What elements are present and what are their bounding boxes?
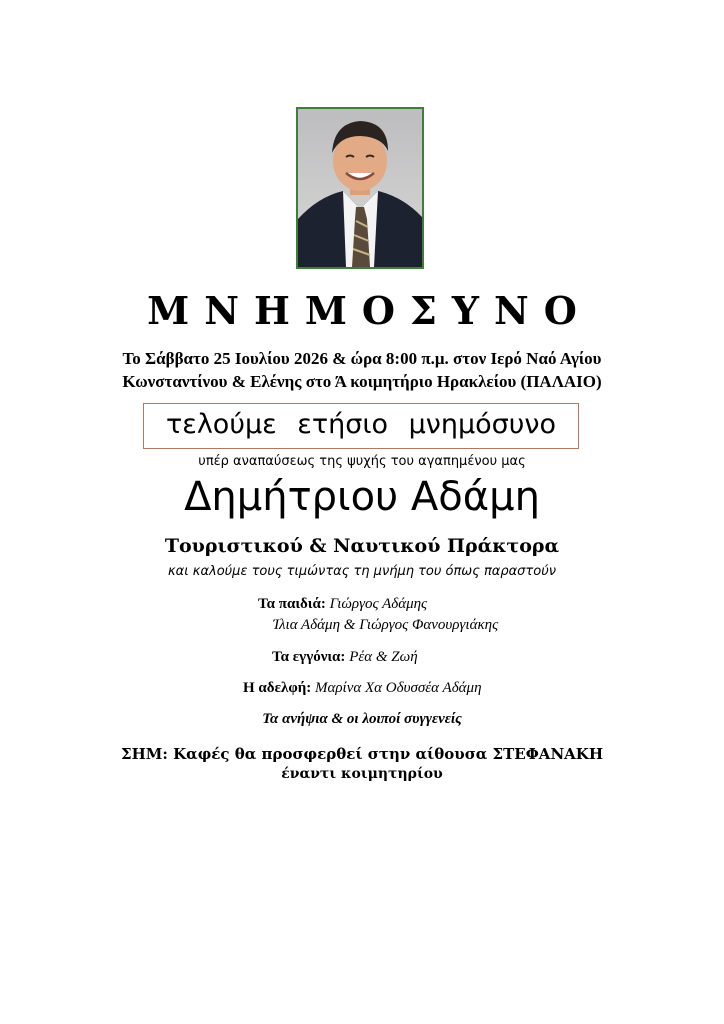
soul-line: υπέρ αναπαύσεως της ψυχής του αγαπημένου μας <box>198 454 526 469</box>
portrait-photo <box>296 107 424 269</box>
announcement-line-2: Κωνσταντίνου & Ελένης στο Ά κοιμητήριο Ηρακλείου (ΠΑΛΑΙΟ) <box>122 372 602 391</box>
memorial-boxed-text: τελούμε ετήσιο μνημόσυνο <box>143 403 579 449</box>
sister-label: Η αδελφή: <box>243 680 312 696</box>
grandchildren-names: Ρέα & Ζωή <box>349 649 418 665</box>
sister-name: Μαρίνα Χα Οδυσσέα Αδάμη <box>314 680 482 696</box>
note-line-1: ΣΗΜ: Καφές θα προσφερθεί στην αίθουσα ΣΤΕΦΑΝΑΚΗ <box>120 745 604 763</box>
page-title: ΜΝΗΜΟΣΥΝΟ <box>147 288 592 333</box>
relatives-line: Τα ανήψια & οι λοιποί συγγενείς <box>262 711 462 727</box>
children-names-1: Γιώργος Αδάμης <box>329 596 428 612</box>
profession: Τουριστικού & Ναυτικού Πράκτορα <box>164 535 560 557</box>
note-line-2: έναντι κοιμητηρίου <box>281 766 443 782</box>
children-names-2: Ίλια Αδάμη & Γιώργος Φανουργιάκης <box>273 617 499 633</box>
announcement-line-1: Το Σάββατο 25 Ιουλίου 2026 & ώρα 8:00 π.μ. στον Ιερό Ναό Αγίου <box>122 349 602 368</box>
children-line-2 <box>273 617 498 634</box>
children-label: Τα παιδιά: <box>258 596 326 612</box>
children-line <box>258 596 427 613</box>
grandchildren-line <box>272 649 418 666</box>
deceased-name: Δημήτριου Αδάμη <box>184 474 540 520</box>
grandchildren-label: Τα εγγόνια: <box>272 649 346 665</box>
invitation-line: και καλούμε τους τιμώντας τη μνήμη του όπως παραστούν <box>168 564 556 579</box>
sister-line <box>243 680 482 697</box>
